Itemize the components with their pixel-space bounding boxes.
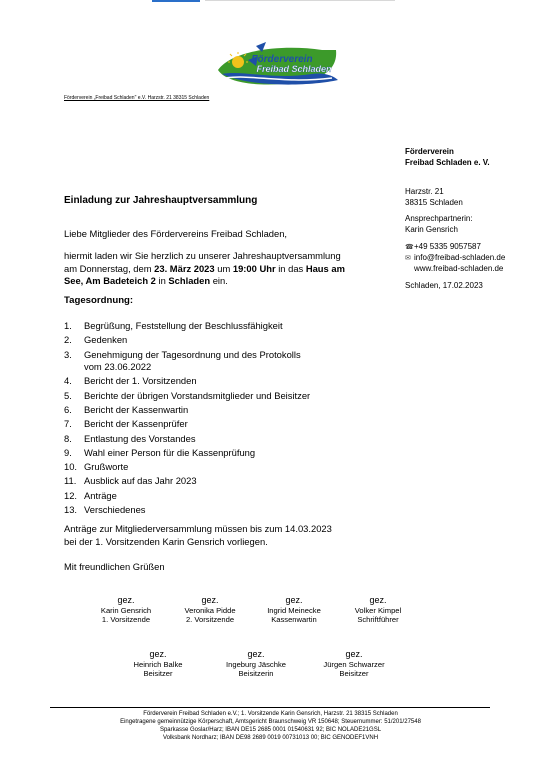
agenda-text-continued: vom 23.06.2022: [84, 361, 152, 373]
meeting-time: 19:00 Uhr: [232, 262, 276, 274]
signature-block: [226, 649, 286, 678]
agenda-number: 6.: [64, 403, 72, 415]
agenda-item: [64, 504, 310, 517]
agenda-number: 7.: [64, 418, 72, 430]
signature-name: Heinrich Balke: [133, 660, 183, 669]
signature-role: 2. Vorsitzende: [185, 615, 235, 625]
sidebar-city: 38315 Schladen: [405, 198, 463, 207]
closing: Mit freundlichen Grüßen: [64, 561, 165, 572]
phone-icon: ☎: [405, 244, 414, 251]
top-divider: [205, 0, 395, 1]
signature-name: Volker Kimpel: [354, 606, 402, 615]
intro-text: in das: [275, 262, 306, 274]
signature-name: Karin Gensrich: [100, 606, 152, 615]
intro-text: in: [155, 275, 169, 286]
sidebar-web[interactable]: www.freibad-schladen.de: [414, 264, 504, 273]
signature-block: [184, 595, 235, 624]
signature-role: Beisitzer: [143, 669, 173, 679]
agenda-item: [64, 418, 310, 431]
agenda-text: Gedenken: [84, 334, 128, 346]
sidebar-contact-label: Ansprechpartnerin:: [405, 214, 473, 223]
agenda-text: Begrüßung, Feststellung der Beschlussfähigkeit: [84, 320, 283, 331]
letter-date: Schladen, 17.02.2023: [405, 281, 483, 290]
footer-line-3: Sparkasse Goslar/Harz; IBAN DE15 2685 0001 01540631 92; BIC NOLADE21GSL: [159, 727, 382, 733]
intro-paragraph: [64, 250, 345, 288]
agenda-number: 12.: [64, 489, 78, 501]
letter-title: Einladung zur Jahreshauptversammlung: [64, 195, 258, 206]
agenda-text: Genehmigung der Tagesordnung und des Protokolls: [84, 348, 301, 360]
agenda-text: Wahl einer Person für die Kassenprüfung: [84, 446, 256, 458]
intro-text: am Donnerstag, dem: [64, 262, 155, 274]
agenda-item: [64, 349, 310, 374]
signature-gez: gez.: [201, 595, 219, 605]
meeting-place-address: See, Am Badeteich 2: [64, 275, 156, 286]
signature-name: Ingrid Meinecke: [267, 606, 321, 615]
agenda-item: [64, 433, 310, 446]
agenda-item: [64, 375, 310, 388]
agenda-item: [64, 320, 310, 333]
meeting-date: 23. März 2023: [154, 262, 215, 274]
signature-gez: gez.: [149, 649, 167, 659]
sidebar-org-line2: Freibad Schladen e. V.: [405, 158, 490, 167]
signature-gez: gez.: [285, 595, 303, 605]
agenda-number: 5.: [64, 389, 72, 401]
signature-role: Kassenwartin: [271, 615, 317, 625]
agenda-number: 13.: [64, 504, 78, 516]
agenda-text: Bericht der 1. Vorsitzenden: [84, 375, 197, 387]
signature-gez: gez.: [247, 649, 265, 659]
phone-number: +49 5335 9057587: [414, 242, 481, 251]
agenda-item: [64, 334, 310, 347]
signature-block: [267, 595, 321, 624]
signature-gez: gez.: [117, 595, 135, 605]
agenda-text: Verschiedenes: [84, 504, 146, 516]
logo-text-1: Förderverein: [251, 54, 313, 65]
motions-paragraph: [64, 523, 332, 548]
signature-role: Beisitzerin: [238, 669, 274, 679]
sidebar-street: Harzstr. 21: [405, 187, 444, 196]
logo-text-2: Freibad Schladen: [256, 64, 332, 74]
footer-line-2: Eingetragene gemeinnützige Körperschaft, Amtsgericht Braunschweig VR 150648; Steuernummer: 51/201/27548: [120, 719, 421, 725]
agenda-item: [64, 447, 310, 460]
mail-icon: ✉: [405, 255, 411, 262]
agenda-text: Grußworte: [84, 461, 129, 473]
agenda-text: Ausblick auf das Jahr 2023: [84, 475, 197, 487]
agenda-item: [64, 390, 310, 403]
club-logo: [212, 40, 342, 88]
signature-block: [355, 595, 401, 624]
agenda-number: 9.: [64, 446, 72, 458]
intro-text: ein.: [210, 275, 228, 286]
signature-role: Beisitzer: [339, 669, 369, 679]
agenda-number: 11.: [64, 475, 77, 487]
intro-text: um: [214, 262, 233, 274]
signature-block: [134, 649, 183, 678]
signature-name: Ingeburg Jäschke: [226, 660, 286, 669]
email-address[interactable]: info@freibad-schladen.de: [414, 253, 506, 262]
footer-line-1: Förderverein Freibad Schladen e.V.; 1. Vorsitzende Karin Gensrich, Harzstr. 21 38315 Schladen: [143, 711, 398, 717]
agenda-item: [64, 475, 310, 488]
signature-role: 1. Vorsitzende: [101, 615, 151, 625]
signature-gez: gez.: [369, 595, 387, 605]
signature-role: Schriftführer: [357, 615, 399, 625]
agenda-number: 2.: [64, 334, 72, 346]
sidebar-org-line1: Förderverein: [405, 147, 454, 156]
motions-line-2: bei der 1. Vorsitzenden Karin Gensrich vorliegen.: [64, 535, 268, 547]
agenda-text: Entlastung des Vorstandes: [84, 432, 196, 444]
agenda-number: 1.: [64, 320, 72, 331]
agenda-text: Berichte der übrigen Vorstandsmitglieder und Beisitzer: [84, 389, 311, 401]
signature-block: [101, 595, 151, 624]
agenda-item: [64, 461, 310, 474]
agenda-number: 4.: [64, 375, 72, 387]
agenda-heading: Tagesordnung:: [64, 295, 134, 306]
signature-block: [323, 649, 384, 678]
agenda-number: 10.: [64, 461, 78, 473]
signature-name: Jürgen Schwarzer: [323, 660, 385, 669]
meeting-city: Schladen: [168, 275, 211, 286]
agenda-number: 8.: [64, 432, 72, 444]
signature-name: Veronika Pidde: [184, 606, 236, 615]
motions-line-1: Anträge zur Mitgliederversammlung müssen bis zum 14.03.2023: [64, 523, 332, 534]
agenda-item: [64, 404, 310, 417]
agenda-list: [64, 320, 310, 518]
agenda-number: 3.: [64, 348, 72, 360]
footer-line-4: Volksbank Nordharz; IBAN DE98 2689 0019 00731013 00; BIC GENODEF1VNH: [162, 735, 379, 741]
agenda-text: Anträge: [84, 489, 117, 501]
sender-line: Förderverein „Freibad Schladen" e.V. Harzstr. 21 38315 Schladen: [64, 95, 210, 101]
intro-line-1: hiermit laden wir Sie herzlich zu unserer Jahreshauptversammlung: [64, 250, 341, 261]
footer-divider: [50, 707, 490, 708]
agenda-item: [64, 490, 310, 503]
agenda-text: Bericht der Kassenprüfer: [84, 418, 188, 430]
greeting: Liebe Mitglieder des Fördervereins Freibad Schladen,: [64, 228, 288, 239]
sidebar-contact-name: Karin Gensrich: [405, 225, 458, 234]
top-accent-bar: [152, 0, 200, 2]
signature-gez: gez.: [345, 649, 363, 659]
agenda-text: Bericht der Kassenwartin: [84, 403, 189, 415]
meeting-place: Haus am: [305, 262, 345, 274]
